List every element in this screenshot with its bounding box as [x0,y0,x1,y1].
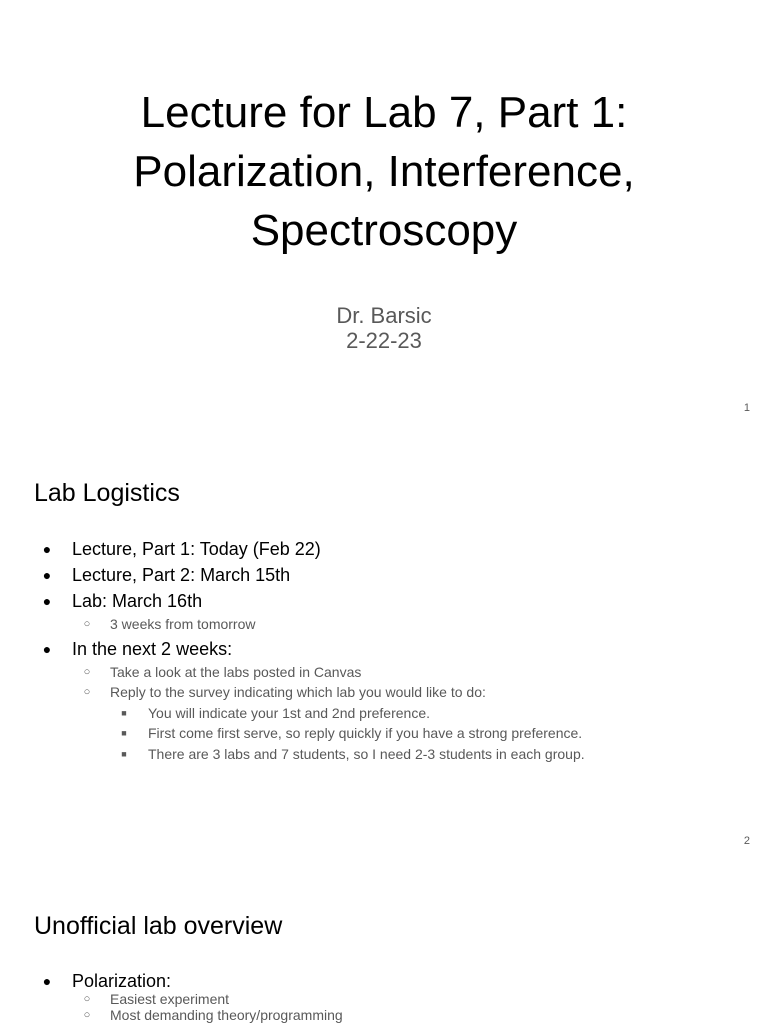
bullet-text: In the next 2 weeks: [72,639,233,659]
bullet-item [42,638,233,660]
author-name: Dr. Barsic [336,303,432,328]
sub-bullet-item [83,664,362,681]
bullet-text: First come first serve, so reply quickly if you have a strong preference. [148,725,583,741]
sub-bullet-item [83,991,230,1008]
bullet-text: Lecture, Part 2: March 15th [72,565,291,585]
sub-sub-bullet-item [121,746,585,763]
bullet-text: Most demanding theory/programming [110,1007,343,1023]
slide-heading: Unofficial lab overview [34,912,283,940]
bullet-text: Lab: March 16th [72,591,203,611]
slide-number: 1 [743,402,750,414]
bullet-item [42,538,321,560]
bullet-dot-icon: ● [42,567,52,583]
bullet-square-icon: ■ [121,728,127,738]
slide-subtitle [40,303,728,353]
slide-2-lab-logistics [0,433,768,866]
bullet-text: Easiest experiment [110,991,230,1007]
bullet-text: Take a look at the labs posted in Canvas [110,664,362,680]
slide-3-lab-overview [0,866,768,1024]
bullet-dot-icon: ● [42,541,52,557]
bullet-text: 3 weeks from tomorrow [110,616,256,632]
bullet-circle-icon: ○ [83,618,91,630]
bullet-dot-icon: ● [42,973,52,989]
slide-title-line: Lecture for Lab 7, Part 1: [140,88,628,137]
bullet-dot-icon: ● [42,593,52,609]
slide-title-line: Polarization, Interference, [133,147,635,196]
bullet-circle-icon: ○ [83,1009,91,1021]
bullet-square-icon: ■ [121,749,127,759]
slide-1-title [0,0,768,433]
bullet-square-icon: ■ [121,708,127,718]
slide-number: 2 [743,835,750,847]
bullet-item [42,970,172,992]
bullet-circle-icon: ○ [83,666,91,678]
bullet-dot-icon: ● [42,641,52,657]
bullet-text: Reply to the survey indicating which lab you would like to do: [110,684,486,700]
sub-bullet-item [83,616,256,633]
slide-heading: Lab Logistics [34,479,180,507]
bullet-circle-icon: ○ [83,686,91,698]
bullet-text: Polarization: [72,971,172,991]
sub-bullet-item [83,1007,343,1024]
bullet-text: You will indicate your 1st and 2nd preference. [148,705,430,721]
lecture-date: 2-22-23 [346,328,422,353]
sub-sub-bullet-item [121,705,430,722]
bullet-item [42,564,291,586]
slide-title-line: Spectroscopy [250,206,518,255]
bullet-item [42,590,203,612]
bullet-text: Lecture, Part 1: Today (Feb 22) [72,539,321,559]
bullet-text: There are 3 labs and 7 students, so I need 2-3 students in each group. [148,746,585,762]
sub-sub-bullet-item [121,725,583,742]
slide-title [40,83,728,260]
sub-bullet-item [83,684,486,701]
bullet-circle-icon: ○ [83,993,91,1005]
